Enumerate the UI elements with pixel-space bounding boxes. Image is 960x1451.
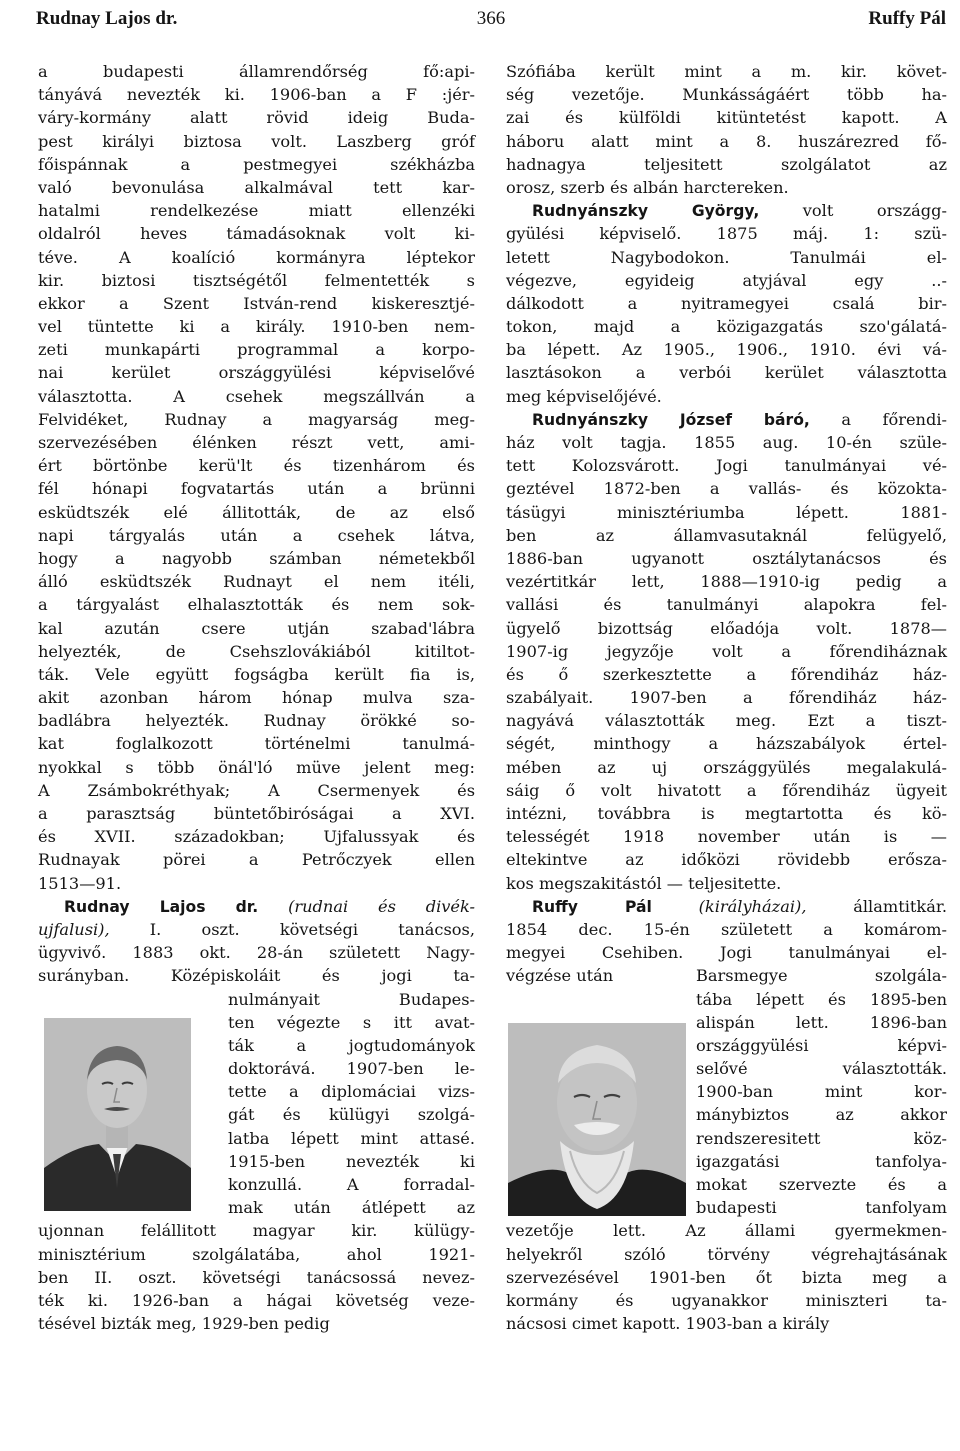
- text-line: sáig ő volt hivatott a főrendiház ügyeit: [506, 780, 947, 800]
- text-line: ség vezetője. Munkásságáért több ha-: [506, 85, 947, 105]
- entry-text: államtitkár.: [806, 896, 947, 916]
- text-line: 1907-ig jegyzője volt a főrendiháznak: [506, 641, 947, 661]
- entry-first-line: [506, 408, 947, 431]
- entry-text: I. oszt. követségi tanácsos,: [109, 919, 475, 939]
- text-line: A Zsámbokréthyak; A Csermenyek és: [38, 780, 475, 800]
- entry-full-lines: [506, 918, 947, 964]
- text-line: latba lépett mint attasé.: [228, 1128, 475, 1148]
- text-line: és ő szerkesztette a főrendiház ház-: [506, 664, 947, 684]
- text-line: nai kerület országgyülési képviselővé: [38, 363, 475, 383]
- rudnyanszky-jozsef-entry: [506, 408, 947, 895]
- text-line: tésével bizták meg, 1929-ben pedig: [38, 1314, 330, 1334]
- text-line: letett Nagybodokon. Tanulmái el-: [506, 247, 947, 267]
- text-line: nulmányait Budapes-: [228, 989, 475, 1009]
- text-line: Felvidéket, Rudnay a magyarság meg-: [38, 409, 475, 429]
- text-line: doktorává. 1907-ben le-: [228, 1059, 475, 1079]
- text-line: minisztérium szolgálatába, ahol 1921-: [38, 1244, 475, 1264]
- entry-epithet: (királyházai),: [698, 896, 807, 916]
- text-line: 1854 dec. 15-én született a komárom-: [506, 919, 947, 939]
- text-line: mében az uj országgyülés megalakulá-: [506, 757, 947, 777]
- text-line: való bevonulása alkalmával tett kar-: [38, 177, 475, 197]
- text-line: meg képviselőjévé.: [506, 386, 662, 406]
- rudnay-lajos-continued: [38, 60, 475, 895]
- text-line: oldalról heves támadásoknak volt ki-: [38, 224, 475, 244]
- entry-lines: [506, 222, 947, 408]
- text-line: a parasztság büntetőbiróságai a XVI.: [38, 804, 475, 823]
- entry-narrow-start-line: [506, 964, 947, 987]
- entry-lines: [506, 431, 947, 895]
- header-left-name: Rudnay Lajos dr.: [36, 8, 178, 29]
- text-line: ták a jogtudományok: [228, 1035, 475, 1055]
- text-line: tette a diplomáciai vizs-: [228, 1082, 475, 1102]
- text-line: akit azonban három hónap mulva sza-: [38, 688, 475, 708]
- text-line: kormány és ugyanakkor miniszteri ta-: [506, 1290, 947, 1310]
- text-line: mánybiztos az akkor: [696, 1105, 947, 1125]
- text-line: helyezték, de Csehszlovákiából kitiltot-: [38, 641, 475, 661]
- text-line: ten végezte s itt avat-: [228, 1012, 475, 1032]
- text-line: választotta. A csehek megszállván a: [38, 386, 475, 406]
- text-line: tokon, majd a közigazgatás szo'gálatá-: [506, 317, 947, 337]
- text-line: lasztásokon a verbói kerület választotta: [506, 363, 947, 383]
- text-line: fél hónapi fogvatartás után a brünni: [38, 479, 475, 499]
- text-line: tett Kolozsvárott. Jogi tanulmányai vé-: [506, 456, 947, 476]
- text-line: mak után átlépett az: [228, 1198, 475, 1218]
- entry-first-line: [38, 895, 475, 918]
- text-line: vezetője lett. Az állami gyermekmen-: [506, 1221, 947, 1241]
- text-line: szervezésével 1901-ben őt bizta meg a: [506, 1267, 947, 1287]
- rudnay-lajos-continued-right: [506, 60, 947, 199]
- text-line: selővé választották.: [696, 1059, 947, 1079]
- header-right-name: Ruffy Pál: [868, 8, 946, 29]
- text-line: 1915-ben nevezték ki: [228, 1151, 475, 1171]
- text-line: vallási és tanulmányi alapokra fel-: [506, 595, 947, 615]
- text-line: hatalmi rendelkezése miatt ellenzéki: [38, 201, 475, 221]
- text-line: ekkor a Szent István-rend kiskeresztjé-: [38, 293, 475, 313]
- text-line: surányban. Középiskoláit és jogi ta-: [38, 966, 475, 986]
- text-line: kat foglalkozott történelmi tanulmá-: [38, 734, 475, 754]
- text-line: megyei Csehiben. Jogi tanulmányai el-: [506, 943, 947, 963]
- entry-headword: Rudnay Lajos dr.: [64, 897, 259, 916]
- text-line: konzullá. A forradal-: [228, 1175, 475, 1194]
- text-line: a budapesti államrendőrség fő:api-: [38, 62, 475, 81]
- running-header: [36, 8, 946, 34]
- text-line: a tárgyalást elhalasztották és nem sok-: [38, 595, 475, 615]
- rudnyanszky-gyorgy-entry: [506, 199, 947, 408]
- page-number: 366: [476, 8, 506, 29]
- text-line: 1900-ban mint kor-: [696, 1082, 947, 1102]
- text-line: orosz, szerb és albán harctereken.: [506, 177, 789, 197]
- text-line: vezértitkár lett, 1888—1910-ig pedig a: [506, 572, 947, 592]
- text-line: rendszeresitett köz-: [696, 1128, 947, 1148]
- text-line: szabályait. 1907-ben a főrendiház ház-: [506, 688, 947, 708]
- text-line: ért börtönbe kerü'lt és tizenhárom és: [38, 456, 475, 476]
- text-line: telességét 1918 november után is —: [506, 827, 947, 847]
- text-line: főispánnak a pestmegyei székházba: [38, 154, 475, 174]
- text-line: esküdtszék elé állitották, de az első: [38, 502, 475, 522]
- text-line: tásügyi minisztériumba lépett. 1881-: [506, 502, 947, 522]
- text-line: 1513—91.: [38, 873, 122, 893]
- entry-text: volt országg-: [759, 201, 947, 221]
- text-line: gyülési képviselő. 1875 máj. 1: szü-: [506, 224, 947, 244]
- text-line: álló esküdtszék Rudnayt el nem itéli,: [38, 572, 475, 592]
- text-line: háboru alatt mint a 8. huszárezred fő-: [506, 131, 947, 151]
- entry-second-line: [38, 918, 475, 941]
- entry-first-line: [506, 895, 947, 918]
- text-line: napi tárgyalás után a csehek látva,: [38, 525, 475, 545]
- text-line: vel tüntette ki a király. 1910-ben nem-: [38, 317, 475, 337]
- text-line: pest királyi biztosa volt. Laszberg gróf: [38, 131, 475, 151]
- text-line: országgyülési képvi-: [696, 1035, 947, 1055]
- text-line: kal azután csere utján szabad'lábra: [38, 618, 475, 638]
- text-line: tányává nevezték ki. 1906-ban a F :jér-: [38, 85, 475, 105]
- entry-after-lines: [38, 1219, 475, 1335]
- text-line: ba lépett. Az 1905., 1906., 1910. évi vá-: [506, 340, 947, 360]
- entry-after-lines: [506, 1219, 947, 1335]
- text-line: ték ki. 1926-ban a hágai követség veze-: [38, 1290, 475, 1310]
- text-line: alispán lett. 1896-ban: [696, 1012, 947, 1032]
- text-line: váry-kormány alatt rövid ideig Buda-: [38, 108, 475, 128]
- text-line: dálkodott a nyitramegyei csalá bir-: [506, 293, 947, 313]
- text-line: nácsosi cimet kapott. 1903-ban a király: [506, 1314, 830, 1334]
- text-line: geztével 1872-ben a vallás- és közokta-: [506, 479, 947, 499]
- entry-headword: Ruffy Pál: [532, 897, 652, 916]
- text-line: hogy a nagyobb számban németekből: [38, 548, 475, 568]
- entry-headword: Rudnyánszky György,: [532, 202, 760, 221]
- text-line: helyekről szóló törvény végrehajtásának: [506, 1244, 947, 1264]
- text-line: ujonnan felállitott magyar kir. külügy-: [38, 1221, 475, 1241]
- entry-text: végzése után: [506, 966, 614, 986]
- text-line: gát és külügyi szolgá-: [228, 1105, 475, 1125]
- text-line: ségét, minthogy a házszabályok értel-: [506, 734, 947, 754]
- text-line: téve. A koalíció kormányra léptekor: [38, 247, 475, 267]
- text-line: Barsmegye szolgála-: [696, 966, 947, 986]
- text-line: ben az államvasutaknál felügyelő,: [506, 525, 947, 545]
- text-line: 1886-ban ugyanott osztálytanácsos és: [506, 548, 947, 568]
- entry-headword: Rudnyánszky József báró,: [532, 410, 810, 429]
- entry-epithet: (rudnai és divék-: [288, 896, 475, 916]
- text-line: intézni, továbbra is megtartotta és kö-: [506, 804, 947, 823]
- text-line: ták. Vele együtt fogságba került fia is,: [38, 664, 475, 684]
- text-line: tába lépett és 1895-ben: [696, 989, 947, 1009]
- text-line: hadnagya teljesitett szolgálatot az: [506, 154, 947, 174]
- text-line: ben II. oszt. követségi tanácsossá nevez-: [38, 1267, 475, 1287]
- text-line: eltekintve az időközi rövidebb erősza-: [506, 850, 947, 870]
- entry-text: a főrendi-: [809, 409, 947, 429]
- text-line: ügyelő bizottság előadója volt. 1878—: [506, 618, 947, 638]
- text-line: kir. biztosi tisztségétől felmentették s: [38, 270, 475, 290]
- text-line: és XVII. századokban; Ujfalussyak és: [38, 827, 475, 847]
- text-line: ügyvivő. 1883 okt. 28-án született Nagy-: [38, 943, 475, 963]
- portrait-photo-ruffy: [508, 1023, 686, 1216]
- text-line: kos megszakitástól — teljesitette.: [506, 873, 782, 893]
- text-line: ház volt tagja. 1855 aug. 10-én szüle-: [506, 433, 947, 452]
- text-line: Szófiába került mint a m. kir. követ-: [506, 62, 947, 81]
- portrait-photo-rudnay: [44, 1018, 191, 1211]
- text-line: végezve, egyideig atyjával egy ..-: [506, 270, 947, 290]
- text-line: igazgatási tanfolya-: [696, 1151, 947, 1171]
- text-line: budapesti tanfolyam: [696, 1198, 947, 1218]
- entry-first-line: [506, 199, 947, 222]
- entry-epithet-cont: ujfalusi),: [38, 919, 110, 939]
- text-line: badlábra helyezték. Rudnay örökké so-: [38, 711, 475, 731]
- text-line: zai és külföldi kitüntetést kapott. A: [506, 108, 947, 128]
- text-line: nyokkal s több önál'ló müve jelent meg:: [38, 757, 475, 777]
- text-line: nagyává választották meg. Ezt a tiszt-: [506, 711, 947, 731]
- entry-full-lines: [38, 941, 475, 987]
- text-line: mokat szervezte és a: [696, 1175, 947, 1194]
- text-line: Rudnayak pörei a Petrőczyek ellen: [38, 850, 475, 870]
- text-line: szervezésében élénken részt vett, ami-: [38, 433, 475, 452]
- text-line: zeti munkapárti programmal a korpo-: [38, 340, 475, 360]
